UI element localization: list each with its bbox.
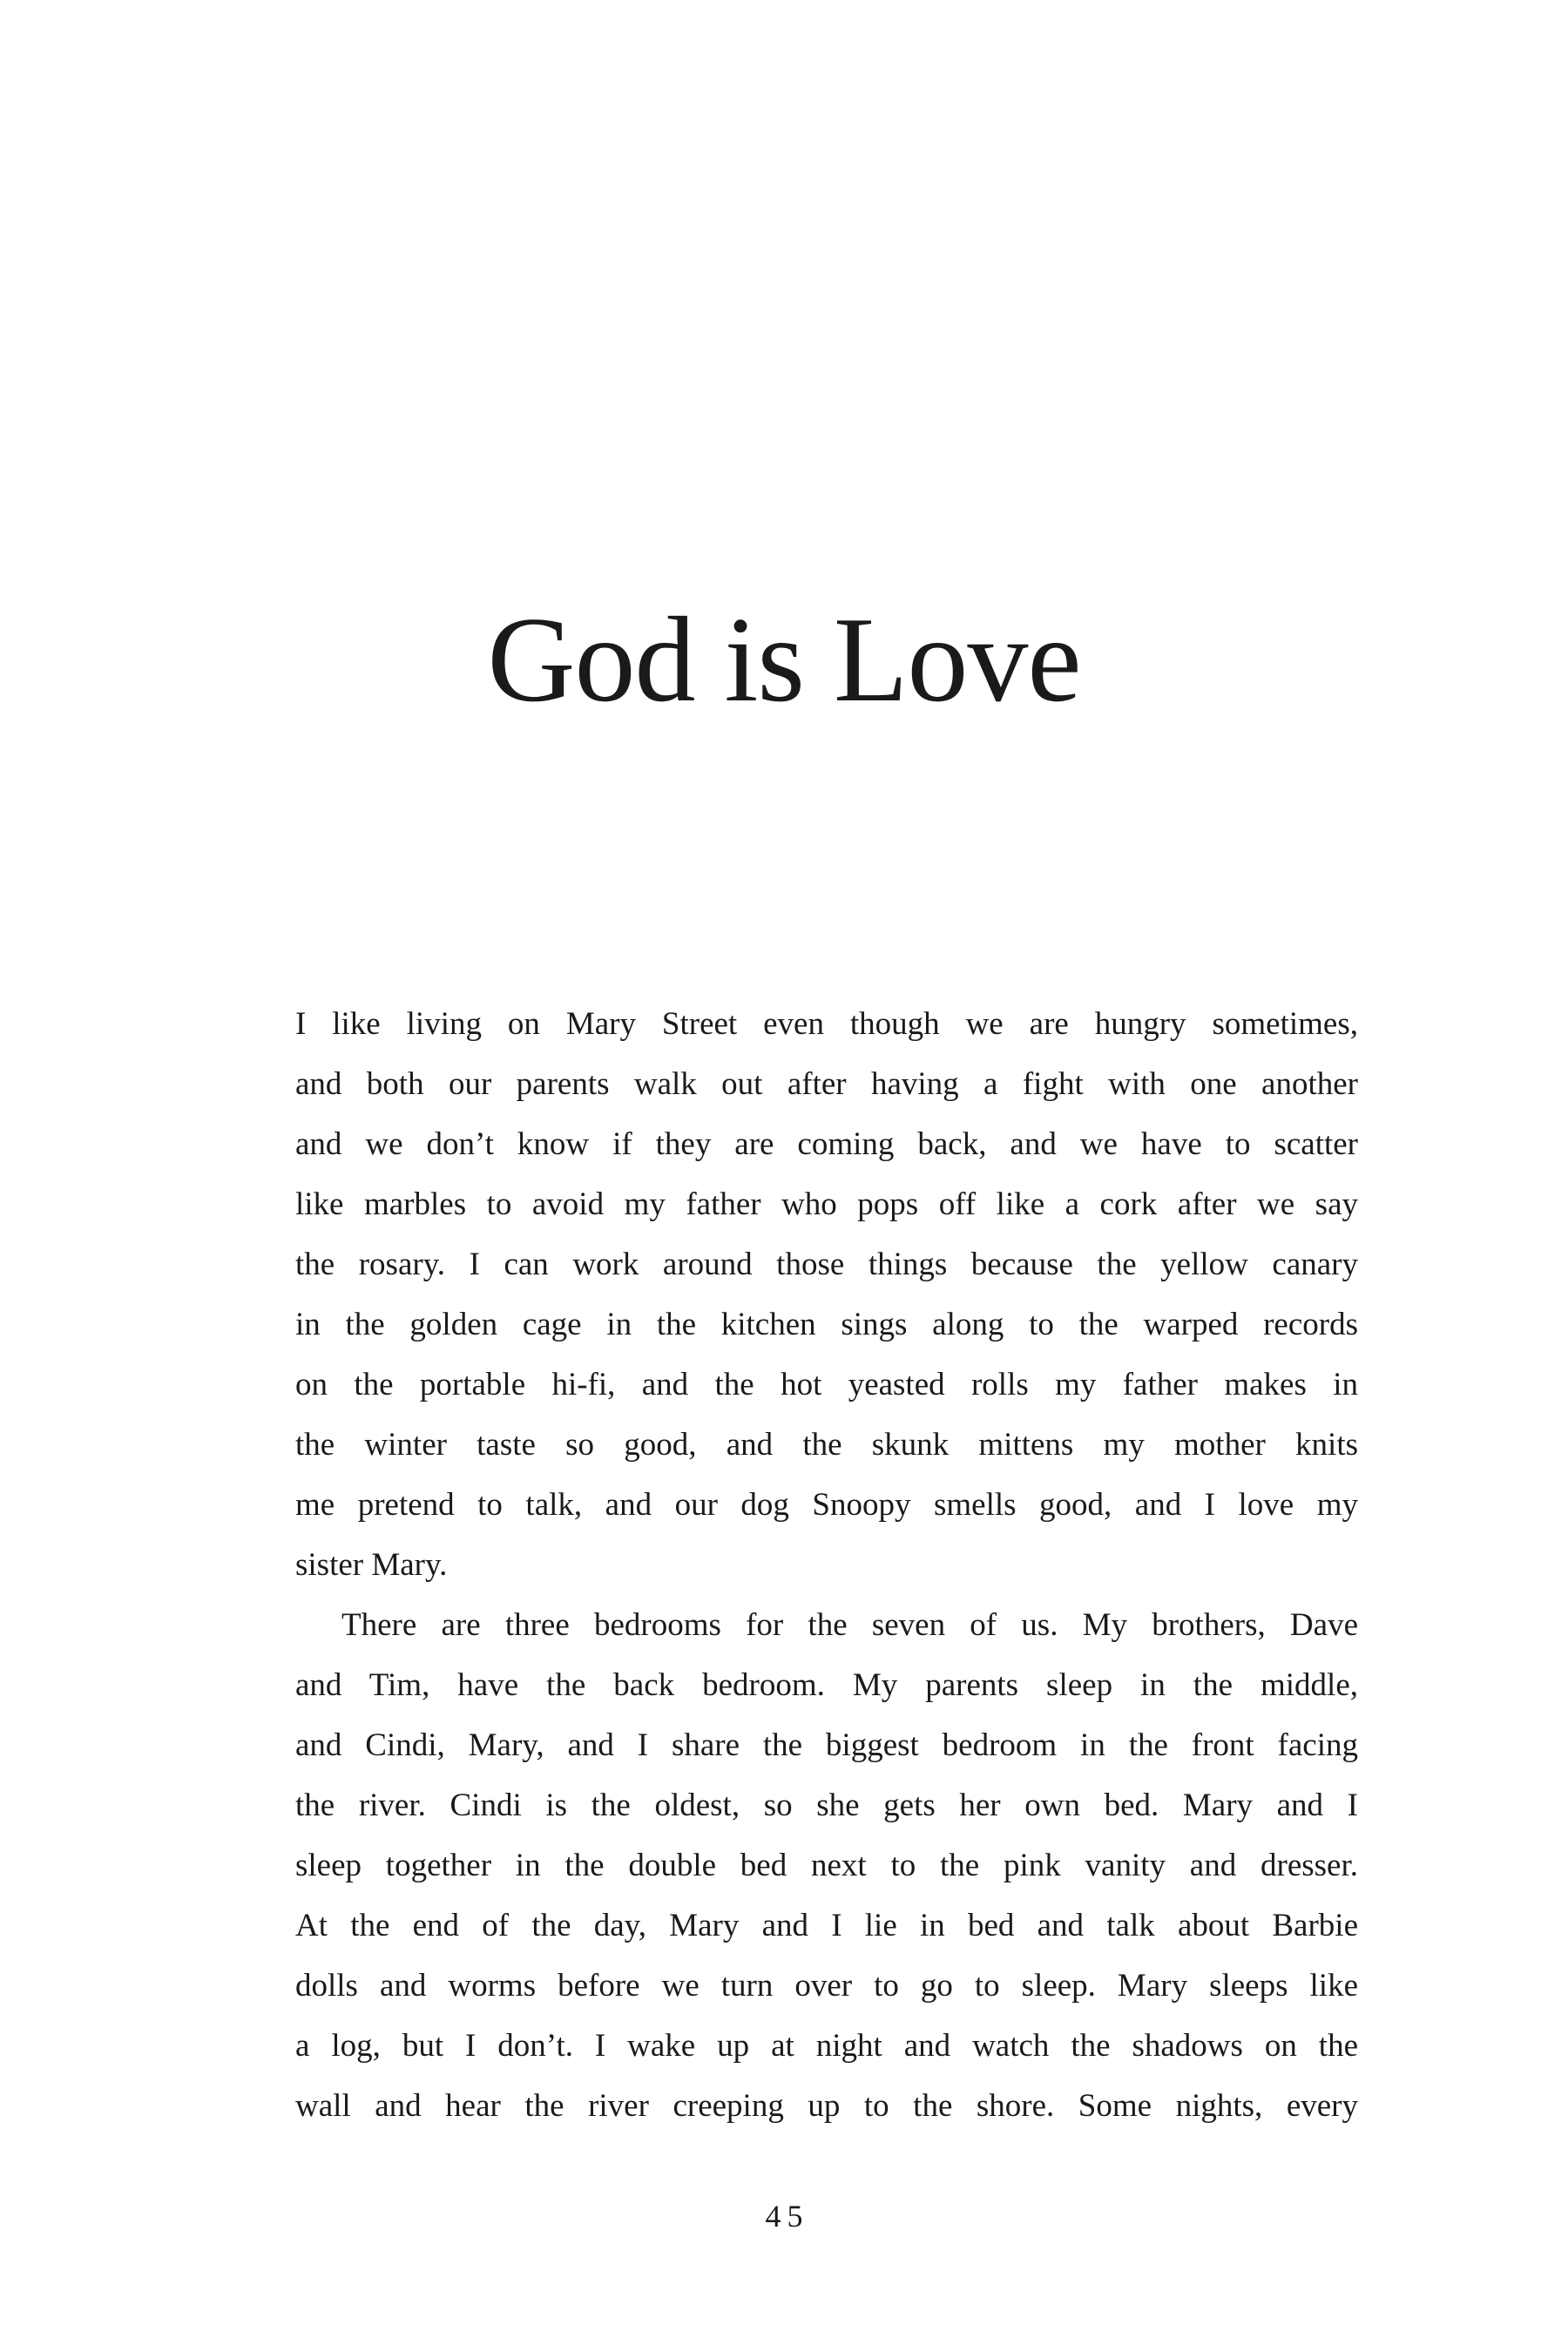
chapter-title: God is Love: [487, 592, 1081, 727]
text-line: dolls and worms before we turn over to go to sleep. Mary sleeps like: [295, 1968, 1358, 2004]
page-number: 45: [765, 2199, 809, 2234]
text-line: wall and hear the river creeping up to the shore. Some nights, every: [295, 2088, 1358, 2124]
text-line: in the golden cage in the kitchen sings along to the warped records: [295, 1307, 1358, 1342]
text-line: There are three bedrooms for the seven of us. My brothers, Dave: [341, 1607, 1358, 1643]
text-line: sister Mary.: [295, 1547, 448, 1583]
text-line: sleep together in the double bed next to the pink vanity and dresser.: [295, 1848, 1358, 1883]
text-line: and Cindi, Mary, and I share the biggest bedroom in the front facing: [295, 1727, 1358, 1763]
text-line: the rosary. I can work around those things because the yellow canary: [295, 1247, 1358, 1282]
text-line: and we don’t know if they are coming back, and we have to scatter: [295, 1126, 1358, 1162]
text-line: the winter taste so good, and the skunk mittens my mother knits: [295, 1427, 1358, 1463]
text-line: At the end of the day, Mary and I lie in bed and talk about Barbie: [295, 1908, 1358, 1943]
text-line: like marbles to avoid my father who pops off like a cork after we say: [295, 1186, 1358, 1222]
body-text: [295, 994, 1358, 2136]
text-line: the river. Cindi is the oldest, so she gets her own bed. Mary and I: [295, 1788, 1358, 1823]
text-line: and Tim, have the back bedroom. My parents sleep in the middle,: [295, 1667, 1358, 1703]
text-line: me pretend to talk, and our dog Snoopy smells good, and I love my: [295, 1487, 1358, 1523]
text-line: on the portable hi-fi, and the hot yeasted rolls my father makes in: [295, 1367, 1358, 1402]
text-line: I like living on Mary Street even though we are hungry sometimes,: [295, 1006, 1358, 1042]
text-line: and both our parents walk out after having a fight with one another: [295, 1066, 1358, 1102]
text-line: a log, but I don’t. I wake up at night and watch the shadows on the: [295, 2028, 1358, 2064]
